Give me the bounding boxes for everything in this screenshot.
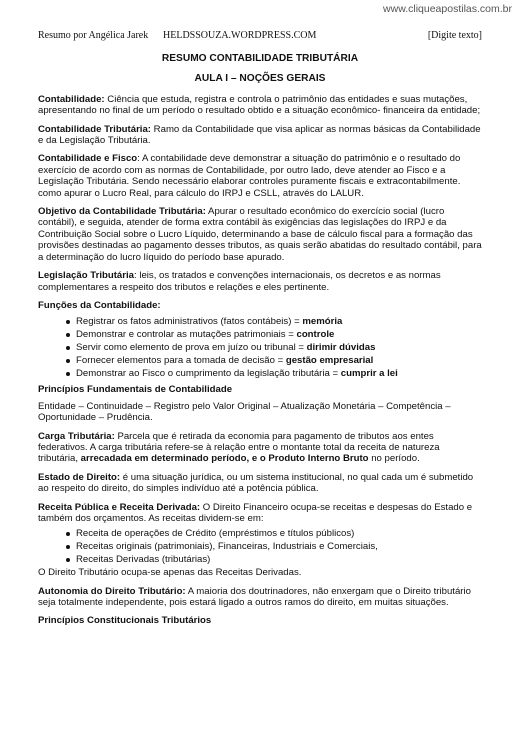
header-site: HELDSSOUZA.WORDPRESS.COM: [163, 30, 317, 41]
list-item: [76, 342, 482, 353]
paragraph-principios: Entidade – Continuidade – Registro pelo Valor Original – Atualização Monetária – Competência – Oportunidade – Prudência.: [38, 400, 451, 424]
definition: Ramo da Contabilidade que visa aplicar as normas básicas da Contabilidade e da Legislação Tributária.: [38, 123, 481, 147]
definition: : A contabilidade deve demonstrar a situação do patrimônio e o resultado do exercício de acordo com as normas de Contabilidade, por outro lado, deve atender ao Fisco e a Legislação Tributária. Sendo necessário elaborar controles puramente fiscais e extracontabilmente. como apurar o Lucro Real, para cálculo do IRPJ e CSLL, através do LALUR.: [38, 153, 461, 199]
term: Contabilidade:: [38, 93, 105, 105]
definition: Parcela que é retirada da economia para pagamento de tributos aos entes federativos. A carga tributária refere-se à relação entre o montante total da receita de natureza tributária,: [38, 430, 440, 465]
paragraph-contabilidade-tributaria: [38, 124, 482, 147]
definition-tail: no período.: [368, 453, 420, 465]
heading-funcoes: Funções da Contabilidade:: [38, 299, 161, 311]
term: Receita Pública e Receita Derivada:: [38, 501, 201, 513]
emphasis: arrecadada em determinado período, e o Produto Interno Bruto: [80, 453, 369, 465]
list-item: [76, 368, 482, 379]
item-keyword: memória: [302, 316, 343, 328]
item-keyword: controle: [296, 329, 335, 341]
list-item: [76, 316, 482, 327]
definition: A maioria dos doutrinadores, não enxergam que o Direito tributário seja totalmente independente, pois estará ligado a outros ramos do direito, em muitas situações.: [38, 585, 471, 608]
list-funcoes: [38, 316, 482, 379]
item-text: Demonstrar ao Fisco o cumprimento da legislação tributária =: [76, 367, 341, 379]
list-item: Receitas originais (patrimoniais), Financeiras, Industriais e Comerciais,: [76, 541, 482, 552]
item-keyword: dirimir dúvidas: [306, 342, 376, 354]
definition: Ciência que estuda, registra e controla o patrimônio das entidades e suas mutações, apresentando no final de um período o resultado obtido e a situação econômico- financeira da entidade;: [38, 93, 481, 117]
term: Contabilidade Tributária:: [38, 123, 152, 135]
term: Carga Tributária:: [38, 430, 115, 442]
definition: é uma situação jurídica, ou um sistema institucional, no qual cada um é submetido ao respeito do direito, do simples indivíduo até a potência pública.: [38, 471, 474, 495]
list-item: [76, 355, 482, 366]
term: Objetivo da Contabilidade Tributária:: [38, 206, 206, 218]
item-keyword: cumprir a lei: [340, 367, 398, 379]
paragraph-autonomia: [38, 586, 482, 609]
heading-principios: Princípios Fundamentais de Contabilidade: [38, 384, 233, 396]
list-item: [76, 329, 482, 340]
paragraph-carga: [38, 431, 482, 465]
term: Autonomia do Direito Tributário:: [38, 585, 186, 597]
paragraph-estado: [38, 472, 482, 495]
paragraph-contabilidade: [38, 94, 482, 117]
item-text: Registrar os fatos administrativos (fatos contábeis) =: [76, 316, 303, 328]
paragraph-receita: [38, 502, 482, 525]
paragraph-contabilidade-fisco: [38, 153, 482, 199]
header-placeholder: [Digite texto]: [427, 30, 482, 41]
item-keyword: gestão empresarial: [285, 355, 374, 367]
term: Estado de Direito:: [38, 471, 121, 483]
definition: O Direito Financeiro ocupa-se receitas e despesas do Estado e também dos orçamentos. As receitas dividem-se em:: [38, 501, 473, 524]
term: Contabilidade e Fisco: [38, 153, 138, 165]
definition: : leis, os tratados e convenções internacionais, os decretos e as normas complementares a respeito dos tributos e relações e eles pertinente.: [38, 270, 441, 293]
list-item: Receitas Derivadas (tributárias): [76, 554, 482, 565]
document-title: RESUMO CONTABILIDADE TRIBUTÁRIA: [161, 53, 359, 64]
heading-principios-constitucionais: Princípios Constitucionais Tributários: [38, 615, 212, 627]
watermark: www.cliqueapostilas.com.br: [383, 3, 512, 15]
term: Legislação Tributária: [38, 270, 134, 282]
item-text: Demonstrar e controlar as mutações patrimoniais =: [76, 329, 297, 341]
item-text: Fornecer elementos para a tomada de decisão =: [76, 355, 286, 367]
definition: Apurar o resultado econômico do exercício social (lucro contábil), e seguida, atender de forma extra contábil às exigências das legislações do IRPJ e da Contribuição Social sobre o Lucro Líquido, determinando a base de cálculo fiscal para a formação das provisões destinadas ao pagamento desses tributos, as quais serão abatidas do resultado contábil, para a determinação do lucro líquido do período base apurado.: [38, 206, 482, 263]
lesson-title: AULA I – NOÇÕES GERAIS: [194, 73, 326, 85]
list-receitas: [38, 528, 482, 565]
paragraph-legislacao: [38, 270, 482, 293]
header-author: Resumo por Angélica Jarek: [38, 30, 149, 41]
list-item: Receita de operações de Crédito (empréstimos e títulos públicos): [76, 528, 482, 539]
item-text: Servir como elemento de prova em juízo ou tribunal =: [76, 342, 307, 354]
paragraph-objetivo: [38, 206, 482, 263]
document-body: [38, 53, 482, 632]
paragraph-receita-note: O Direito Tributário ocupa-se apenas das Receitas Derivadas.: [38, 567, 302, 579]
